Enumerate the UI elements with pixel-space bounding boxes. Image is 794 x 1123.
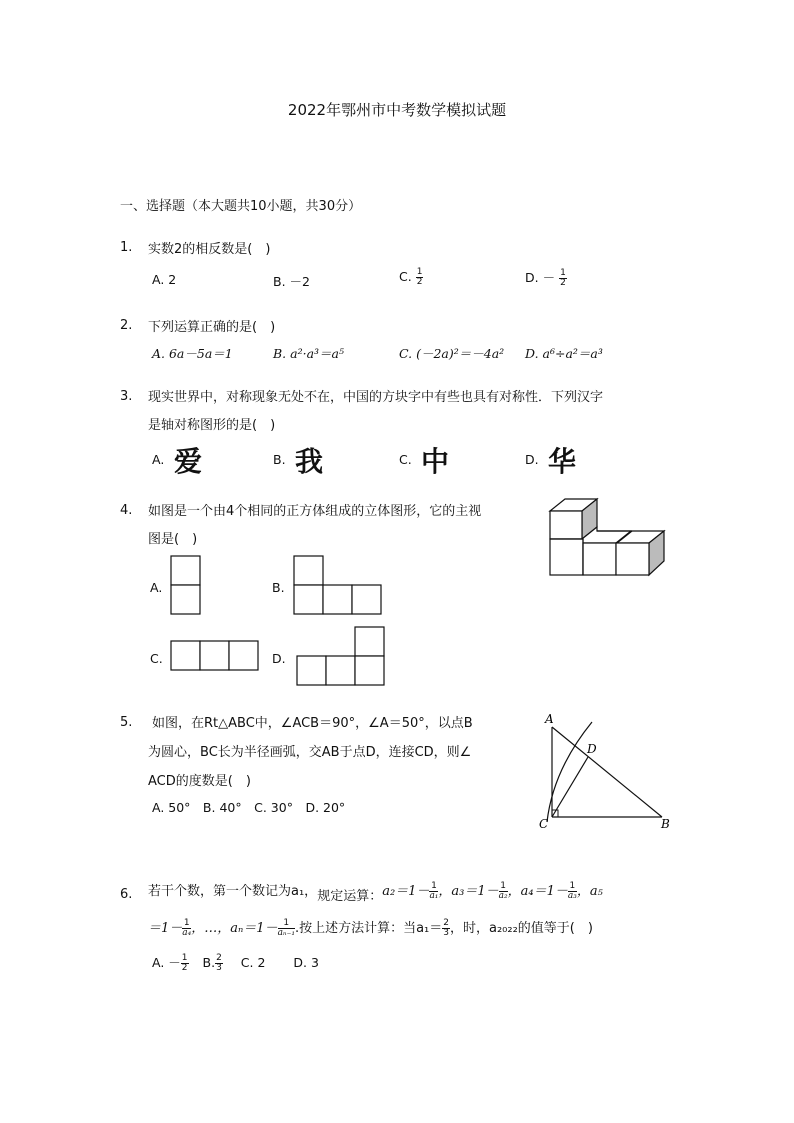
side-ab xyxy=(552,727,662,817)
square-cell xyxy=(171,556,200,585)
fraction-denominator: aₙ₋₁ xyxy=(277,928,295,938)
option-d-label: D. xyxy=(525,452,539,467)
fraction-numerator: 2 xyxy=(443,918,449,928)
fraction-denominator: 2 xyxy=(416,277,423,287)
fraction-numerator: 1 xyxy=(181,953,188,963)
stem-text: 若干个数，第一个数记为a₁， xyxy=(148,884,318,899)
option-d-char: 华 xyxy=(548,445,577,478)
fraction xyxy=(215,954,223,973)
option-d xyxy=(525,268,567,288)
fraction xyxy=(442,919,450,938)
fraction-denominator: a₃ xyxy=(567,891,577,901)
fraction xyxy=(181,954,189,973)
fraction-denominator: a₂ xyxy=(498,891,508,901)
question-stem-line2 xyxy=(148,917,593,938)
option-a-figure xyxy=(170,555,202,615)
option-a: A. 6a－5a＝1 xyxy=(152,346,233,361)
question-stem-line1: 如图，在Rt△ABC中，∠ACB＝90°，∠A＝50°，以点B xyxy=(152,716,473,731)
fraction-numerator: 1 xyxy=(416,267,423,277)
fraction xyxy=(416,268,424,287)
vertex-label-b: B xyxy=(661,817,670,831)
option-a-label: A. xyxy=(150,580,163,595)
question-options xyxy=(152,953,319,973)
page-title: 2022年鄂州市中考数学模拟试题 xyxy=(287,101,507,119)
question-stem: 实数2的相反数是( ) xyxy=(148,242,271,257)
fraction-numerator: 1 xyxy=(431,881,437,891)
option-b-label: B. xyxy=(273,452,286,467)
option-b: B. a²·a³＝a⁵ xyxy=(273,346,344,361)
square-cell xyxy=(323,585,352,614)
option-d: D. 3 xyxy=(293,955,319,970)
fraction-denominator: a₁ xyxy=(429,891,439,901)
stem-math: ，a₃＝1－ xyxy=(438,884,499,899)
square-cell xyxy=(297,656,326,685)
option-c-label: C. xyxy=(150,651,163,666)
vertex-label-a: A xyxy=(545,712,554,726)
question-number: 2. xyxy=(120,318,133,333)
square-cell xyxy=(355,627,384,656)
section-heading: 一、选择题（本大题共10小题，共30分） xyxy=(120,199,362,214)
fraction-numerator: 1 xyxy=(278,919,295,929)
option-c-label: C. xyxy=(399,269,412,284)
option-a: A. 2 xyxy=(152,272,177,287)
triangle-figure xyxy=(535,710,680,835)
option-c-figure xyxy=(170,640,260,672)
option-a: A. － xyxy=(152,955,181,970)
option-a-label: A. xyxy=(152,452,165,467)
stem-text: 规定运算： xyxy=(317,889,383,904)
fraction xyxy=(559,269,567,288)
question-stem-line2: 图是( ) xyxy=(148,532,198,547)
fraction-numerator: 1 xyxy=(183,918,190,928)
stem-math: ，…，aₙ＝1－ xyxy=(191,921,278,936)
option-b-char: 我 xyxy=(295,445,324,478)
fraction-denominator: 2 xyxy=(181,963,188,973)
question-stem: 下列运算正确的是( ) xyxy=(148,320,276,335)
cube-front-face xyxy=(550,511,582,539)
cube-front-face xyxy=(616,543,649,575)
fraction-denominator: a₄ xyxy=(182,928,192,938)
fraction xyxy=(182,919,191,938)
stem-math: a₂＝1－ xyxy=(382,884,430,899)
question-number: 5. xyxy=(120,715,133,730)
cube-front-face xyxy=(583,543,616,575)
question-stem-line2: 为圆心，BC长为半径画弧，交AB于点D，连接CD，则∠ xyxy=(148,745,472,760)
fraction xyxy=(278,919,295,938)
fraction-denominator: 3 xyxy=(216,963,222,973)
square-cell xyxy=(352,585,381,614)
option-b: B. －2 xyxy=(273,274,310,289)
square-cell xyxy=(294,556,323,585)
square-cell xyxy=(171,585,200,614)
question-number: 6. xyxy=(120,887,133,902)
cube-front-face xyxy=(550,539,583,575)
option-d-label: D. － xyxy=(525,270,556,285)
square-cell xyxy=(229,641,258,670)
stem-math: ，a₅ xyxy=(576,884,603,899)
cube-solid-figure xyxy=(545,495,670,580)
fraction xyxy=(499,882,508,901)
square-cell xyxy=(294,585,323,614)
option-b: B. xyxy=(202,955,216,970)
option-a-char: 爱 xyxy=(174,445,203,478)
option-d: D. a⁶÷a²＝a³ xyxy=(525,346,603,361)
option-b-label: B. xyxy=(272,580,285,595)
question-stem-line3: ACD的度数是( ) xyxy=(148,774,251,789)
fraction-denominator: 3 xyxy=(443,928,449,938)
fraction-numerator: 1 xyxy=(560,268,566,278)
stem-math: ，a₄＝1－ xyxy=(507,884,568,899)
fraction-denominator: 2 xyxy=(560,278,566,288)
option-c-label: C. xyxy=(399,452,412,467)
square-cell xyxy=(171,641,200,670)
question-number: 4. xyxy=(120,503,133,518)
question-stem-line1: 现实世界中，对称现象无处不在，中国的方块字中有些也具有对称性．下列汉字 xyxy=(148,390,604,405)
option-d-label: D. xyxy=(272,651,286,666)
vertex-label-d: D xyxy=(587,742,597,756)
vertex-label-c: C xyxy=(539,817,549,831)
question-number: 1. xyxy=(120,240,133,255)
question-stem-line1: 如图是一个由4个相同的正方体组成的立体图形，它的主视 xyxy=(148,504,482,519)
question-number: 3. xyxy=(120,389,133,404)
square-cell xyxy=(200,641,229,670)
arc xyxy=(547,722,592,822)
option-c: C. 2 xyxy=(240,955,266,970)
option-c: C. (－2a)²＝－4a² xyxy=(399,346,505,361)
square-cell xyxy=(355,656,384,685)
option-c xyxy=(399,268,423,287)
question-stem-line2: 是轴对称图形的是( ) xyxy=(148,418,276,433)
option-d-figure xyxy=(296,626,386,686)
option-b-figure xyxy=(293,555,383,615)
stem-text: .按上述方法计算：当a₁＝ xyxy=(294,921,443,936)
square-cell xyxy=(326,656,355,685)
segment-cd xyxy=(552,757,588,817)
fraction-numerator: 1 xyxy=(569,881,576,891)
stem-math: ＝1－ xyxy=(148,921,183,936)
fraction xyxy=(568,882,577,901)
fraction-numerator: 1 xyxy=(500,881,507,891)
question-options: A. 50° B. 40° C. 30° D. 20° xyxy=(152,800,346,815)
fraction-numerator: 2 xyxy=(216,953,222,963)
stem-text: ，时，a₂₀₂₂的值等于( ) xyxy=(449,921,593,936)
option-c-char: 中 xyxy=(421,445,450,478)
question-stem-line1 xyxy=(148,880,603,904)
